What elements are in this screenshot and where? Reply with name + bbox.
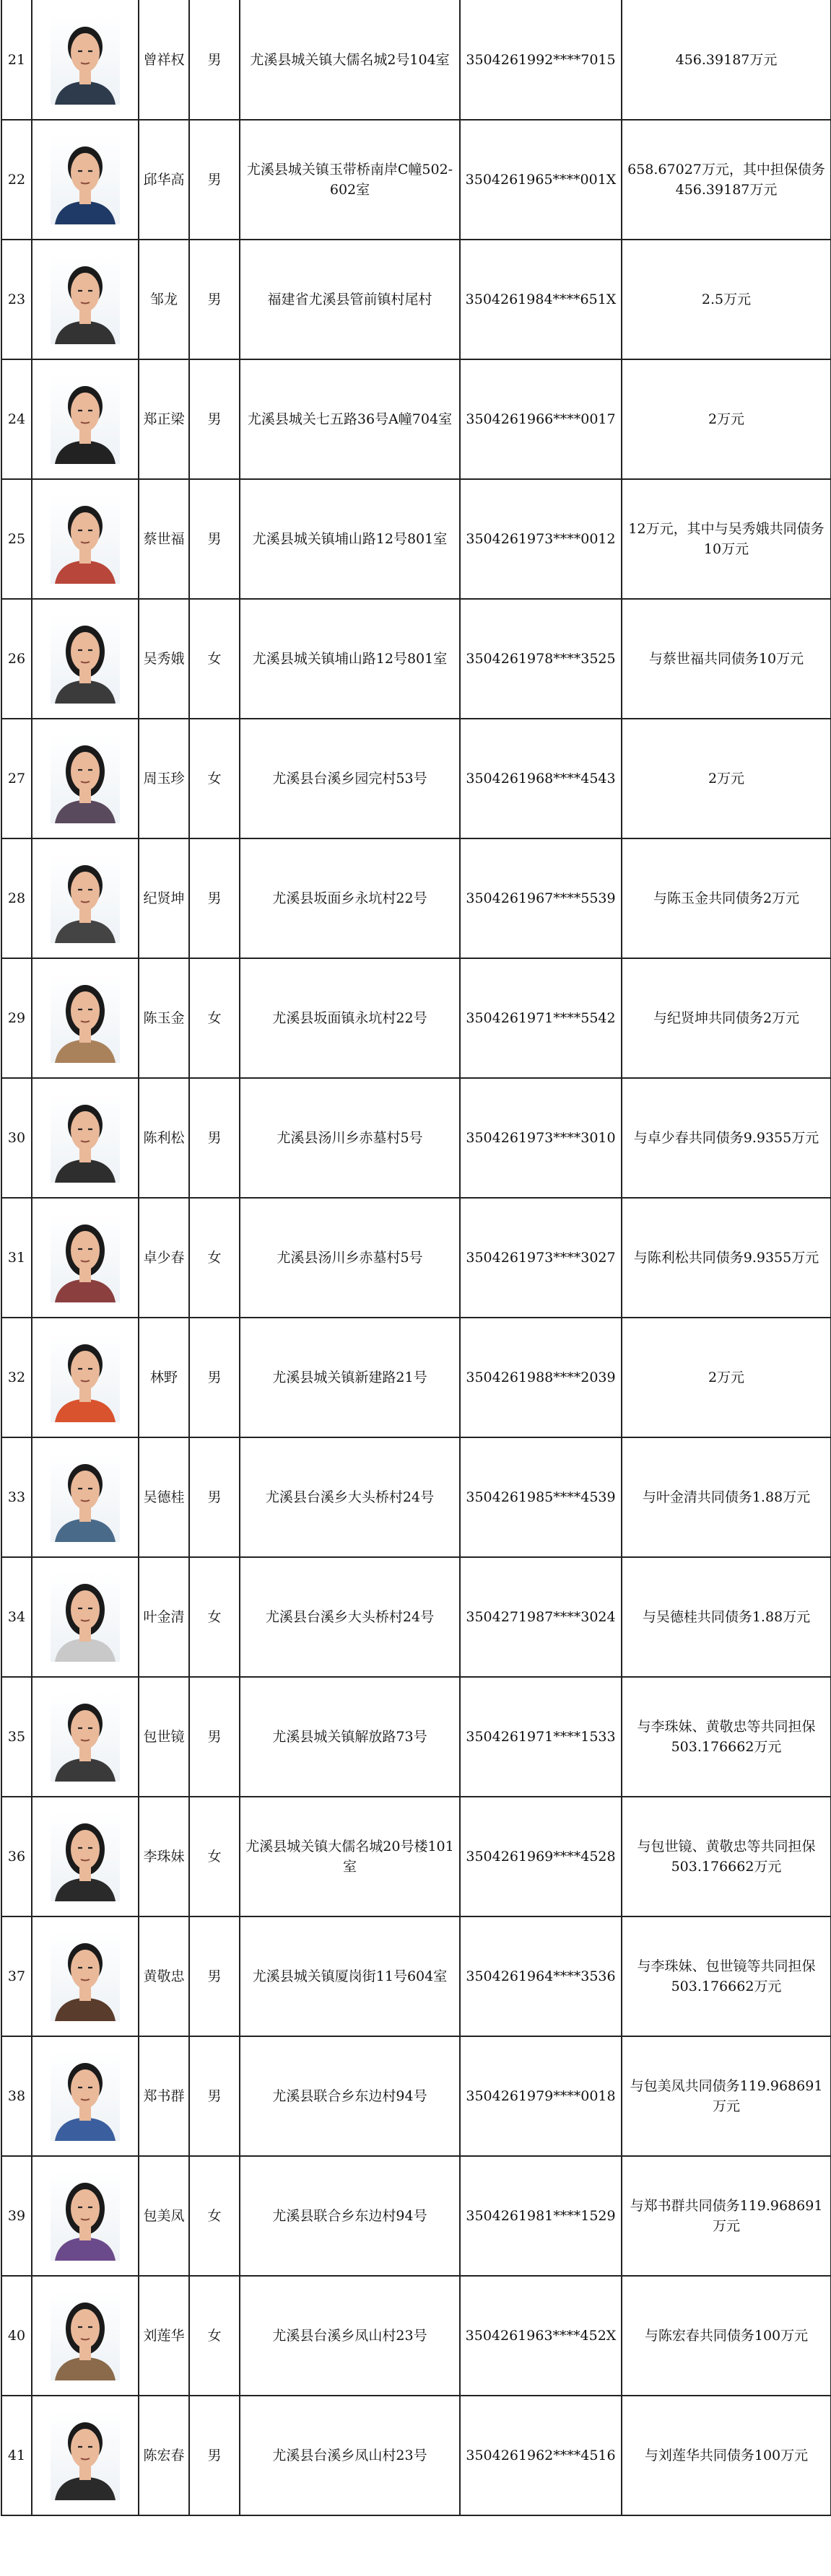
row-number-cell: 31 <box>1 1198 32 1318</box>
photo-cell <box>32 1437 139 1557</box>
photo-cell <box>32 2156 139 2276</box>
name-cell: 郑正梁 <box>139 359 189 479</box>
row-number-cell: 27 <box>1 719 32 838</box>
table-row <box>1 0 831 120</box>
portrait-photo <box>51 255 120 344</box>
portrait-face <box>71 273 100 312</box>
address-cell: 尤溪县城关镇厦岗街11号604室 <box>240 1916 460 2036</box>
gender-cell: 男 <box>189 1677 240 1797</box>
id-number-cell: 3504261967****5539 <box>460 838 622 958</box>
address-cell: 尤溪县城关七五路36号A幢704室 <box>240 359 460 479</box>
gender-cell: 男 <box>189 1078 240 1198</box>
row-number-cell: 35 <box>1 1677 32 1797</box>
debt-cell: 与包美凤共同债务119.968691万元 <box>622 2036 831 2156</box>
id-number-cell: 3504261969****4528 <box>460 1797 622 1916</box>
id-number-cell: 3504261985****4539 <box>460 1437 622 1557</box>
row-number-cell: 32 <box>1 1318 32 1437</box>
id-number-cell: 3504261963****452X <box>460 2276 622 2396</box>
gender-cell: 女 <box>189 599 240 719</box>
id-number-cell: 3504261971****1533 <box>460 1677 622 1797</box>
address-cell: 尤溪县台溪乡大头桥村24号 <box>240 1557 460 1677</box>
id-number-cell: 3504261964****3536 <box>460 1916 622 2036</box>
portrait-icon <box>51 2171 120 2261</box>
portrait-shirt <box>55 441 116 464</box>
gender-cell: 男 <box>189 2036 240 2156</box>
portrait-photo <box>51 1692 120 1782</box>
debt-cell: 与陈利松共同债务9.9355万元 <box>622 1198 831 1318</box>
address-cell: 尤溪县联合乡东边村94号 <box>240 2036 460 2156</box>
address-cell: 尤溪县坂面镇永坑村22号 <box>240 958 460 1078</box>
row-number-cell: 39 <box>1 2156 32 2276</box>
name-cell: 邱华高 <box>139 120 189 240</box>
row-number-cell: 21 <box>1 0 32 120</box>
portrait-photo <box>51 614 120 704</box>
name-cell: 陈玉金 <box>139 958 189 1078</box>
row-number-cell: 26 <box>1 599 32 719</box>
row-number-cell: 29 <box>1 958 32 1078</box>
id-number-cell: 3504261979****0018 <box>460 2036 622 2156</box>
table-row <box>1 599 831 719</box>
portrait-icon <box>51 2051 120 2141</box>
name-cell: 邹龙 <box>139 240 189 359</box>
portrait-icon <box>51 1453 120 1542</box>
id-number-cell: 3504261968****4543 <box>460 719 622 838</box>
table-row <box>1 359 831 479</box>
photo-cell <box>32 838 139 958</box>
name-cell: 吴秀娥 <box>139 599 189 719</box>
portrait-icon <box>51 1932 120 2021</box>
portrait-face <box>71 1590 100 1629</box>
table-row <box>1 1797 831 1916</box>
photo-cell <box>32 1078 139 1198</box>
photo-cell <box>32 359 139 479</box>
debt-cell: 与陈玉金共同债务2万元 <box>622 838 831 958</box>
portrait-shirt <box>55 1279 116 1302</box>
portrait-face <box>71 872 100 911</box>
debt-cell: 12万元，其中与吴秀娥共同债务10万元 <box>622 479 831 599</box>
portrait-photo <box>51 1812 120 1901</box>
name-cell: 包世镜 <box>139 1677 189 1797</box>
table-row <box>1 479 831 599</box>
gender-cell: 女 <box>189 1198 240 1318</box>
gender-cell: 男 <box>189 1916 240 2036</box>
photo-cell <box>32 719 139 838</box>
portrait-face <box>71 33 100 72</box>
portrait-face <box>71 1471 100 1510</box>
debt-cell: 658.67027万元，其中担保债务456.39187万元 <box>622 120 831 240</box>
portrait-icon <box>51 2411 120 2500</box>
portrait-photo <box>51 1093 120 1183</box>
portrait-icon <box>51 135 120 224</box>
address-cell: 尤溪县汤川乡赤墓村5号 <box>240 1078 460 1198</box>
id-number-cell: 3504261992****7015 <box>460 0 622 120</box>
portrait-face <box>71 2429 100 2468</box>
address-cell: 尤溪县台溪乡凤山村23号 <box>240 2276 460 2396</box>
table-row <box>1 958 831 1078</box>
portrait-shirt <box>55 561 116 584</box>
portrait-photo <box>51 1333 120 1422</box>
portrait-photo <box>51 2051 120 2141</box>
photo-cell <box>32 240 139 359</box>
portrait-shirt <box>55 920 116 943</box>
portrait-photo <box>51 374 120 464</box>
photo-cell <box>32 958 139 1078</box>
photo-cell <box>32 2396 139 2515</box>
portrait-face <box>71 991 100 1030</box>
portrait-photo <box>51 15 120 105</box>
address-cell: 尤溪县城关镇解放路73号 <box>240 1677 460 1797</box>
portrait-photo <box>51 854 120 943</box>
debt-cell: 2.5万元 <box>622 240 831 359</box>
portrait-shirt <box>55 321 116 344</box>
debt-cell: 与李珠妹、包世镜等共同担保503.176662万元 <box>622 1916 831 2036</box>
photo-cell <box>32 479 139 599</box>
portrait-shirt <box>55 1399 116 1422</box>
row-number-cell: 30 <box>1 1078 32 1198</box>
address-cell: 尤溪县城关镇新建路21号 <box>240 1318 460 1437</box>
portrait-shirt <box>55 201 116 224</box>
portrait-photo <box>51 2171 120 2261</box>
id-number-cell: 3504261973****3010 <box>460 1078 622 1198</box>
portrait-shirt <box>55 1519 116 1542</box>
portrait-photo <box>51 2291 120 2380</box>
table-row <box>1 2156 831 2276</box>
portrait-icon <box>51 1812 120 1901</box>
table-row <box>1 1916 831 2036</box>
debt-cell: 与刘莲华共同债务100万元 <box>622 2396 831 2515</box>
debt-cell: 与吴德桂共同债务1.88万元 <box>622 1557 831 1677</box>
portrait-icon <box>51 494 120 584</box>
table-row <box>1 120 831 240</box>
table-row <box>1 1677 831 1797</box>
name-cell: 包美凤 <box>139 2156 189 2276</box>
gender-cell: 女 <box>189 719 240 838</box>
debtor-table <box>1 0 831 2516</box>
debt-cell: 与郑书群共同债务119.968691万元 <box>622 2156 831 2276</box>
table-row <box>1 719 831 838</box>
gender-cell: 男 <box>189 479 240 599</box>
portrait-face <box>71 2189 100 2228</box>
name-cell: 陈利松 <box>139 1078 189 1198</box>
portrait-face <box>71 1710 100 1749</box>
debt-cell: 2万元 <box>622 1318 831 1437</box>
portrait-icon <box>51 614 120 704</box>
portrait-face <box>71 1351 100 1390</box>
id-number-cell: 3504261988****2039 <box>460 1318 622 1437</box>
debt-cell: 与陈宏春共同债务100万元 <box>622 2276 831 2396</box>
debt-cell: 与纪贤坤共同债务2万元 <box>622 958 831 1078</box>
name-cell: 纪贤坤 <box>139 838 189 958</box>
table-row <box>1 1557 831 1677</box>
portrait-photo <box>51 1932 120 2021</box>
photo-cell <box>32 2036 139 2156</box>
row-number-cell: 22 <box>1 120 32 240</box>
table-row <box>1 2396 831 2515</box>
portrait-face <box>71 2309 100 2348</box>
table-row <box>1 1318 831 1437</box>
id-number-cell: 3504261962****4516 <box>460 2396 622 2515</box>
portrait-icon <box>51 374 120 464</box>
address-cell: 尤溪县台溪乡大头桥村24号 <box>240 1437 460 1557</box>
name-cell: 叶金清 <box>139 1557 189 1677</box>
address-cell: 尤溪县台溪乡园完村53号 <box>240 719 460 838</box>
row-number-cell: 33 <box>1 1437 32 1557</box>
portrait-face <box>71 393 100 431</box>
gender-cell: 女 <box>189 2276 240 2396</box>
portrait-face <box>71 2069 100 2108</box>
gender-cell: 女 <box>189 1797 240 1916</box>
debt-cell: 与叶金清共同债务1.88万元 <box>622 1437 831 1557</box>
photo-cell <box>32 599 139 719</box>
debt-cell: 与包世镜、黄敬忠等共同担保503.176662万元 <box>622 1797 831 1916</box>
gender-cell: 男 <box>189 0 240 120</box>
gender-cell: 男 <box>189 359 240 479</box>
portrait-icon <box>51 2291 120 2380</box>
gender-cell: 男 <box>189 1318 240 1437</box>
address-cell: 尤溪县汤川乡赤墓村5号 <box>240 1198 460 1318</box>
photo-cell <box>32 1557 139 1677</box>
table-row <box>1 2036 831 2156</box>
address-cell: 尤溪县城关镇玉带桥南岸C幢502-602室 <box>240 120 460 240</box>
portrait-icon <box>51 854 120 943</box>
gender-cell: 女 <box>189 958 240 1078</box>
portrait-shirt <box>55 1758 116 1782</box>
portrait-face <box>71 512 100 551</box>
address-cell: 福建省尤溪县管前镇村尾村 <box>240 240 460 359</box>
portrait-photo <box>51 135 120 224</box>
photo-cell <box>32 0 139 120</box>
photo-cell <box>32 120 139 240</box>
portrait-shirt <box>55 2357 116 2380</box>
row-number-cell: 36 <box>1 1797 32 1916</box>
name-cell: 卓少春 <box>139 1198 189 1318</box>
table-row <box>1 240 831 359</box>
portrait-shirt <box>55 1160 116 1183</box>
photo-cell <box>32 1198 139 1318</box>
portrait-shirt <box>55 1878 116 1901</box>
name-cell: 刘莲华 <box>139 2276 189 2396</box>
portrait-face <box>71 1950 100 1989</box>
table-row <box>1 1078 831 1198</box>
id-number-cell: 3504261978****3525 <box>460 599 622 719</box>
row-number-cell: 41 <box>1 2396 32 2515</box>
debt-cell: 2万元 <box>622 719 831 838</box>
portrait-icon <box>51 255 120 344</box>
row-number-cell: 34 <box>1 1557 32 1677</box>
portrait-face <box>71 632 100 671</box>
id-number-cell: 3504261973****0012 <box>460 479 622 599</box>
row-number-cell: 40 <box>1 2276 32 2396</box>
portrait-face <box>71 752 100 791</box>
portrait-shirt <box>55 800 116 823</box>
address-cell: 尤溪县城关镇大儒名城20号楼101室 <box>240 1797 460 1916</box>
portrait-icon <box>51 1213 120 1302</box>
photo-cell <box>32 1797 139 1916</box>
table-row <box>1 2276 831 2396</box>
portrait-photo <box>51 494 120 584</box>
id-number-cell: 3504261981****1529 <box>460 2156 622 2276</box>
address-cell: 尤溪县城关镇埔山路12号801室 <box>240 599 460 719</box>
id-number-cell: 3504261973****3027 <box>460 1198 622 1318</box>
portrait-shirt <box>55 680 116 704</box>
portrait-icon <box>51 1572 120 1662</box>
name-cell: 周玉珍 <box>139 719 189 838</box>
id-number-cell: 3504271987****3024 <box>460 1557 622 1677</box>
gender-cell: 男 <box>189 2396 240 2515</box>
name-cell: 蔡世福 <box>139 479 189 599</box>
gender-cell: 男 <box>189 120 240 240</box>
portrait-face <box>71 153 100 192</box>
portrait-shirt <box>55 2118 116 2141</box>
portrait-face <box>71 1830 100 1869</box>
address-cell: 尤溪县联合乡东边村94号 <box>240 2156 460 2276</box>
portrait-icon <box>51 1333 120 1422</box>
row-number-cell: 37 <box>1 1916 32 2036</box>
address-cell: 尤溪县台溪乡凤山村23号 <box>240 2396 460 2515</box>
gender-cell: 男 <box>189 1437 240 1557</box>
debt-cell: 456.39187万元 <box>622 0 831 120</box>
debt-cell: 与李珠妹、黄敬忠等共同担保503.176662万元 <box>622 1677 831 1797</box>
name-cell: 吴德桂 <box>139 1437 189 1557</box>
id-number-cell: 3504261966****0017 <box>460 359 622 479</box>
name-cell: 陈宏春 <box>139 2396 189 2515</box>
name-cell: 郑书群 <box>139 2036 189 2156</box>
id-number-cell: 3504261971****5542 <box>460 958 622 1078</box>
name-cell: 林野 <box>139 1318 189 1437</box>
row-number-cell: 24 <box>1 359 32 479</box>
portrait-shirt <box>55 1639 116 1662</box>
portrait-shirt <box>55 82 116 105</box>
table-row <box>1 1437 831 1557</box>
debt-cell: 与蔡世福共同债务10万元 <box>622 599 831 719</box>
gender-cell: 男 <box>189 240 240 359</box>
portrait-shirt <box>55 1040 116 1063</box>
portrait-photo <box>51 973 120 1063</box>
gender-cell: 女 <box>189 1557 240 1677</box>
portrait-shirt <box>55 1998 116 2021</box>
address-cell: 尤溪县坂面乡永坑村22号 <box>240 838 460 958</box>
debt-cell: 与卓少春共同债务9.9355万元 <box>622 1078 831 1198</box>
portrait-photo <box>51 1453 120 1542</box>
row-number-cell: 25 <box>1 479 32 599</box>
name-cell: 曾祥权 <box>139 0 189 120</box>
portrait-photo <box>51 734 120 823</box>
debt-cell: 2万元 <box>622 359 831 479</box>
name-cell: 李珠妹 <box>139 1797 189 1916</box>
portrait-shirt <box>55 2238 116 2261</box>
portrait-photo <box>51 2411 120 2500</box>
portrait-icon <box>51 734 120 823</box>
photo-cell <box>32 1677 139 1797</box>
row-number-cell: 23 <box>1 240 32 359</box>
row-number-cell: 28 <box>1 838 32 958</box>
photo-cell <box>32 1318 139 1437</box>
portrait-icon <box>51 1692 120 1782</box>
address-cell: 尤溪县城关镇大儒名城2号104室 <box>240 0 460 120</box>
id-number-cell: 3504261965****001X <box>460 120 622 240</box>
gender-cell: 男 <box>189 838 240 958</box>
portrait-photo <box>51 1213 120 1302</box>
portrait-icon <box>51 973 120 1063</box>
portrait-icon <box>51 15 120 105</box>
portrait-shirt <box>55 2477 116 2500</box>
debtor-table-body <box>1 0 831 2515</box>
photo-cell <box>32 1916 139 2036</box>
photo-cell <box>32 2276 139 2396</box>
portrait-photo <box>51 1572 120 1662</box>
gender-cell: 女 <box>189 2156 240 2276</box>
id-number-cell: 3504261984****651X <box>460 240 622 359</box>
portrait-face <box>71 1231 100 1270</box>
portrait-icon <box>51 1093 120 1183</box>
portrait-face <box>71 1111 100 1150</box>
row-number-cell: 38 <box>1 2036 32 2156</box>
name-cell: 黄敬忠 <box>139 1916 189 2036</box>
table-row <box>1 838 831 958</box>
table-row <box>1 1198 831 1318</box>
address-cell: 尤溪县城关镇埔山路12号801室 <box>240 479 460 599</box>
